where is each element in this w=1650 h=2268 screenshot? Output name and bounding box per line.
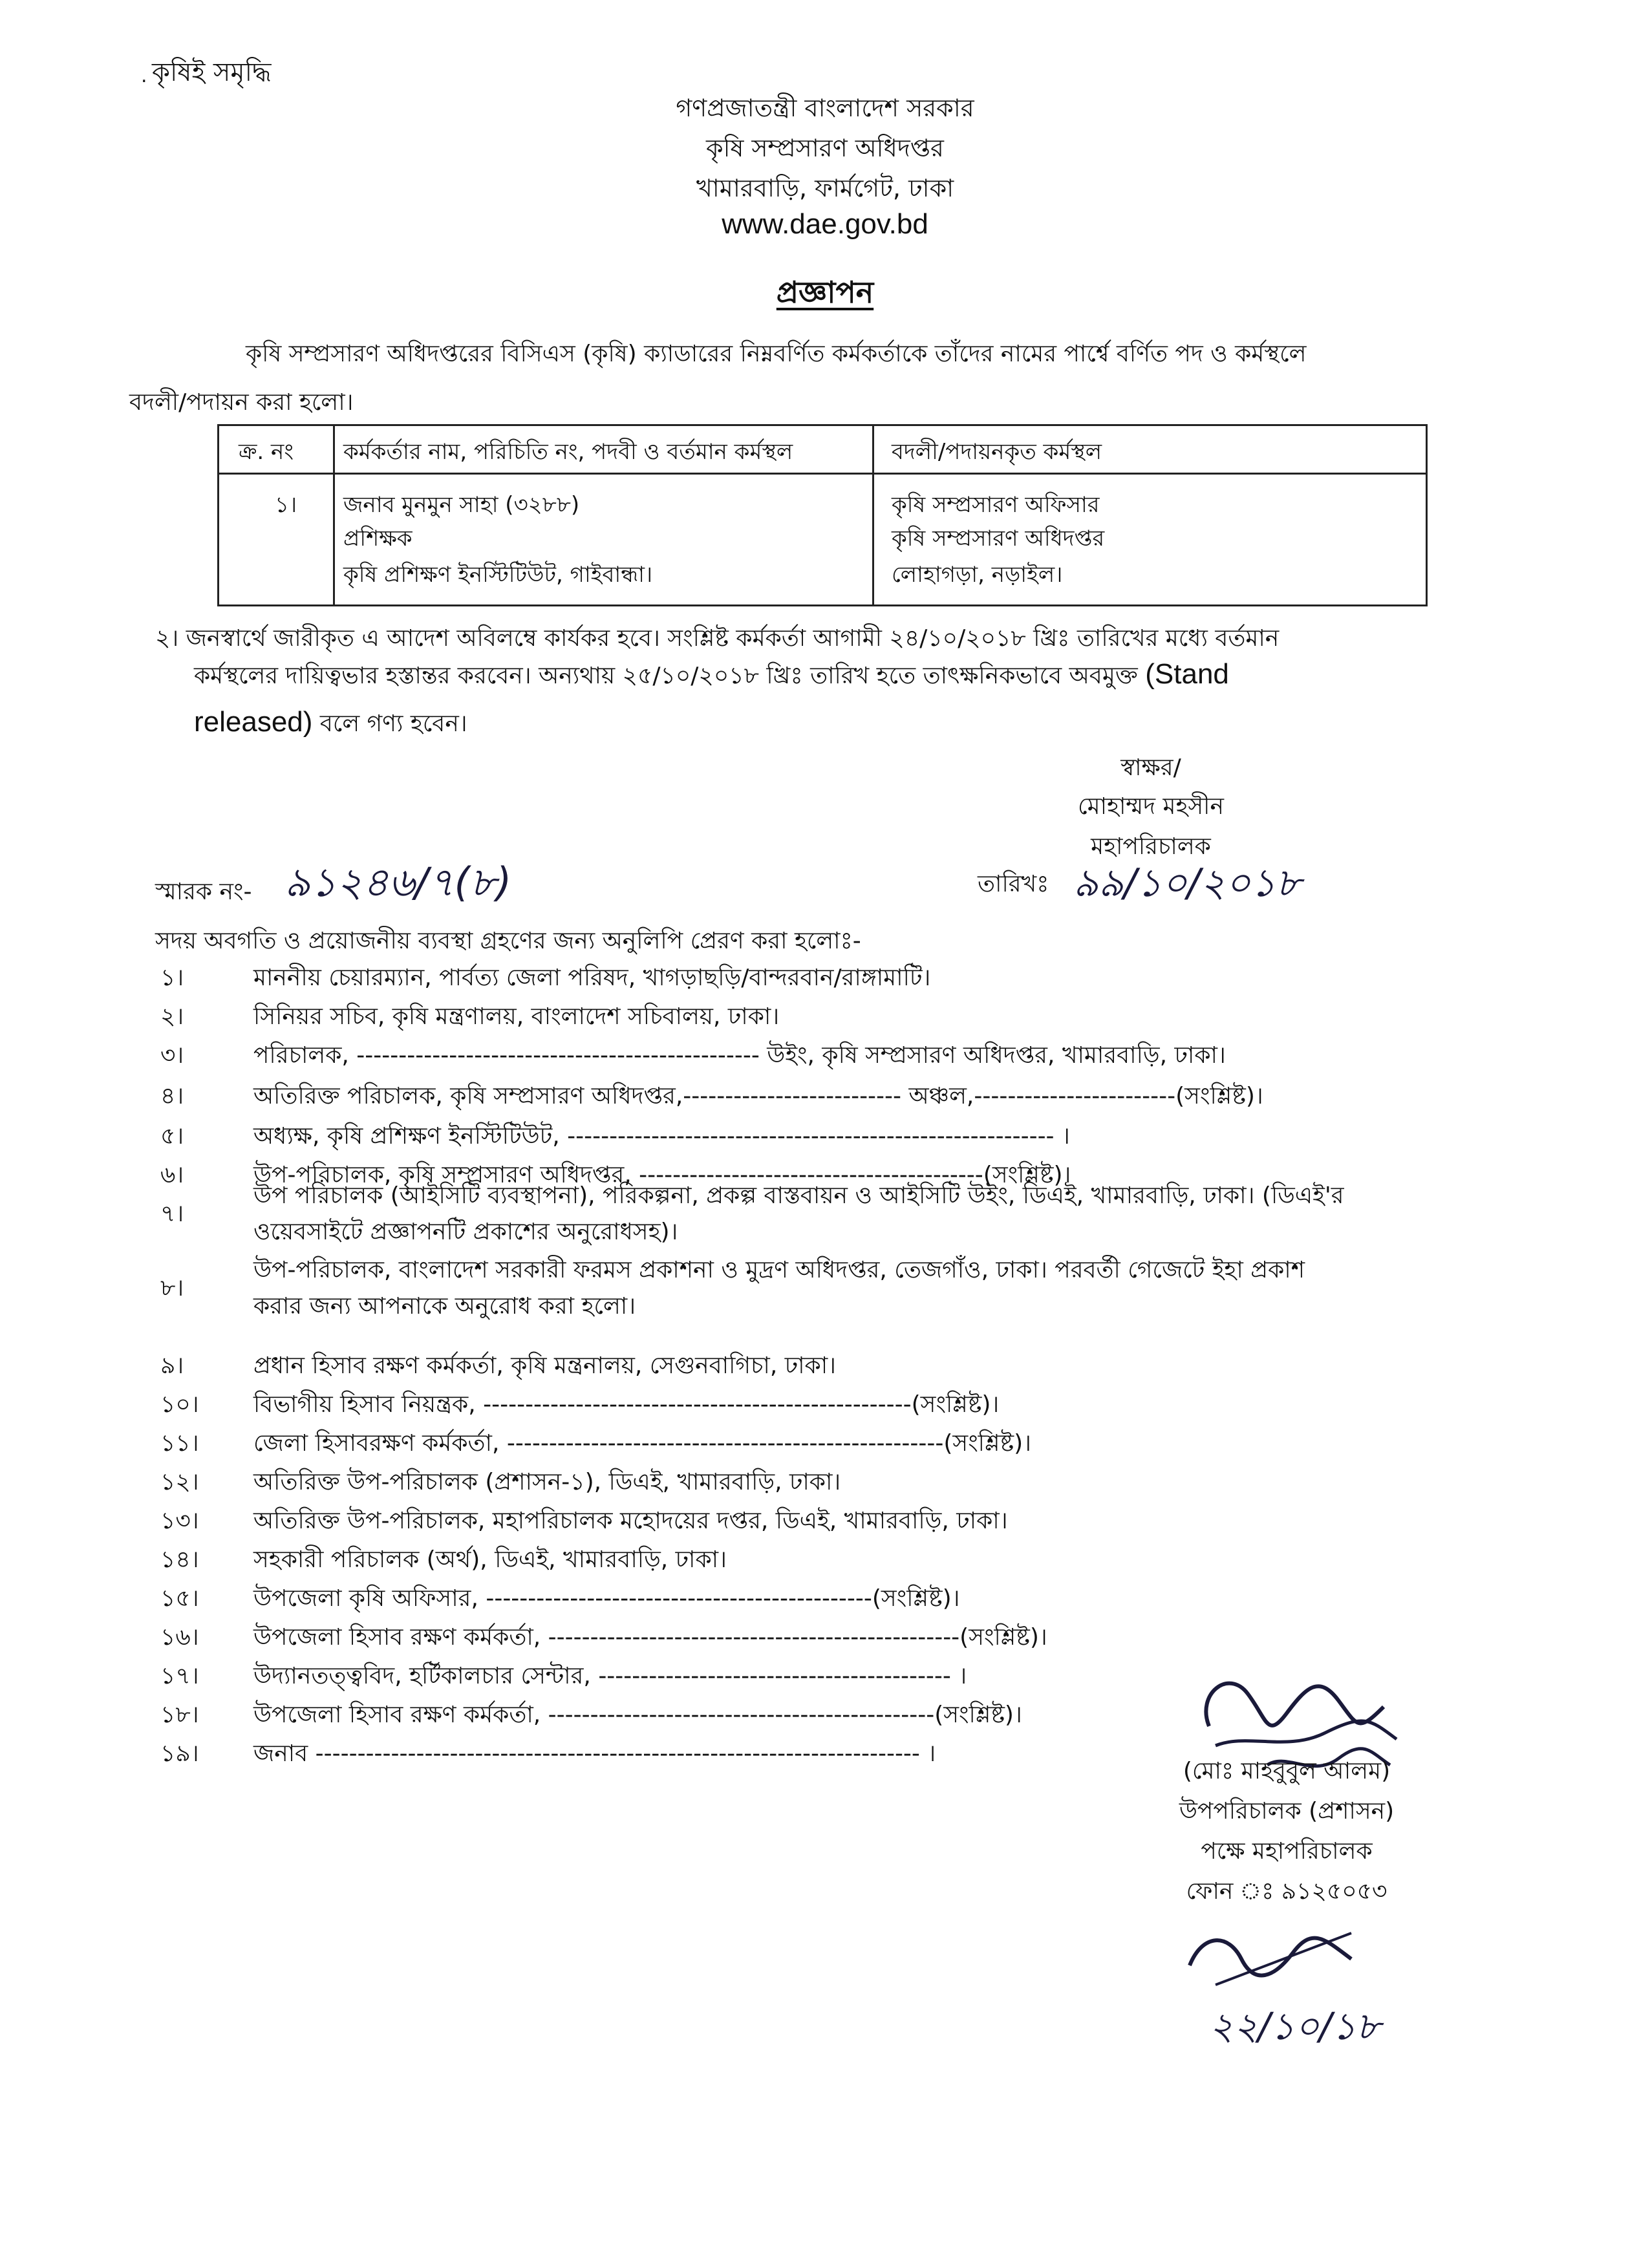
table-cell-officer-designation: প্রশিক্ষক <box>343 526 412 551</box>
list-item: অতিরিক্ত উপ-পরিচালক, মহাপরিচালক মহোদয়ের দপ্তর, ডিএই, খামারবাড়ি, ঢাকা। <box>253 1508 1008 1534</box>
list-item-number: ১৪। <box>160 1546 199 1573</box>
list-item: উপ-পরিচালক, কৃষি সম্প্রসারণ অধিদপ্তর, -----------------------------------------(সংশ্লিষ্ট)। <box>253 1162 1071 1188</box>
list-item-number: ১। <box>160 965 184 991</box>
table-header-serial: ক্র. নং <box>239 439 294 465</box>
list-item-number: ১৬। <box>160 1624 199 1651</box>
handwritten-date-bottom: ২২/১০/১৮ <box>1209 2004 1381 2048</box>
list-item-number: ১৯। <box>160 1740 199 1767</box>
table-cell-posting-office: কৃষি সম্প্রসারণ অধিদপ্তর <box>892 526 1105 551</box>
list-item-continuation: করার জন্য আপনাকে অনুরোধ করা হলো। <box>253 1293 636 1320</box>
order-english-term: (Stand <box>1145 658 1229 690</box>
list-item: অধ্যক্ষ, কৃষি প্রশিক্ষণ ইনস্টিটিউট, ---------------------------------------------------------- । <box>253 1123 1070 1150</box>
list-item: বিভাগীয় হিসাব নিয়ন্ত্রক, ---------------------------------------------------(সংশ্লিষ্ট)। <box>253 1391 1000 1418</box>
list-item-number: ১১। <box>160 1430 199 1457</box>
signatory2-name: (মোঃ মাহবুবুল আলম) <box>1183 1758 1391 1784</box>
list-item: উদ্যানতত্ত্ববিদ, হর্টিকালচার সেন্টার, ------------------------------------------ । <box>253 1663 967 1689</box>
list-item: উপজেলা হিসাব রক্ষণ কর্মকর্তা, -------------------------------------------------(সংশ্লিষ্ট)। <box>253 1624 1047 1651</box>
table-divider <box>219 473 1426 475</box>
list-item-number: ৮। <box>160 1275 184 1301</box>
document-title <box>0 270 1650 319</box>
table-cell-serial: ১। <box>275 492 297 518</box>
signatory2-designation: উপপরিচালক (প্রশাসন) <box>1179 1798 1395 1824</box>
signatory-name: মোহাম্মদ মহসীন <box>1078 793 1224 820</box>
list-item-number: ৭। <box>160 1201 184 1227</box>
transfer-table <box>217 424 1428 606</box>
initials-signature <box>1177 1914 1371 2004</box>
signature-label: স্বাক্ষর/ <box>1120 754 1181 781</box>
list-item: মাননীয় চেয়ারম্যান, পার্বত্য জেলা পরিষদ, খাগড়াছড়ি/বান্দরবান/রাঙ্গামাটি। <box>253 965 931 991</box>
order-paragraph-line3 <box>194 706 467 745</box>
list-item: সহকারী পরিচালক (অর্থ), ডিএই, খামারবাড়ি, ঢাকা। <box>253 1546 727 1573</box>
list-item: জনাব ------------------------------------------------------------------------ । <box>253 1740 936 1767</box>
list-item: অতিরিক্ত উপ-পরিচালক (প্রশাসন-১), ডিএই, খামারবাড়ি, ঢাকা। <box>253 1469 841 1495</box>
table-divider <box>333 426 335 604</box>
motto: কৃষিই সমৃদ্ধি <box>152 58 272 87</box>
order-paragraph-line1: ২। জনস্বার্থে জারীকৃত এ আদেশ অবিলম্বে কার্যকর হবে। সংশ্লিষ্ট কর্মকর্তা আগামী ২৪/১০/২০১৮ খ্রিঃ তারিখের মধ্যে বর্তমান <box>155 625 1280 652</box>
table-cell-officer-workplace: কৃষি প্রশিক্ষণ ইনস্টিটিউট, গাইবান্ধা। <box>343 562 653 588</box>
memo-handwritten-number: ৯১২৪৬/৭(৮) <box>284 859 512 906</box>
table-header-officer: কর্মকর্তার নাম, পরিচিতি নং, পদবী ও বর্তমান কর্মস্থল <box>343 439 793 465</box>
list-item-number: ১৮। <box>160 1702 199 1728</box>
intro-paragraph-line2: বদলী/পদায়ন করা হলো। <box>129 389 354 416</box>
table-divider <box>872 426 874 604</box>
list-item-number: ৯। <box>160 1353 184 1379</box>
list-item-number: ৫। <box>160 1123 184 1150</box>
list-item-continuation: ওয়েবসাইটে প্রজ্ঞাপনটি প্রকাশের অনুরোধসহ)। <box>253 1219 678 1245</box>
table-cell-posting-location: লোহাগড়া, নড়াইল। <box>892 562 1063 588</box>
signatory2-on-behalf: পক্ষে মহাপরিচালক <box>1201 1838 1373 1865</box>
list-item-number: ৬। <box>160 1162 184 1188</box>
list-item-number: ১৭। <box>160 1663 199 1689</box>
header-government: গণপ্রজাতন্ত্রী বাংলাদেশ সরকার <box>676 94 974 122</box>
list-item: উপজেলা হিসাব রক্ষণ কর্মকর্তা, ----------------------------------------------(সংশ্লিষ্ট)। <box>253 1702 1022 1728</box>
title-text: প্রজ্ঞাপন <box>776 275 874 310</box>
order-text: কর্মস্থলের দায়িত্বভার হস্তান্তর করবেন। অন্যথায় ২৫/১০/২০১৮ খ্রিঃ তারিখ হতে তাৎক্ষনিকভাবে অবমুক্ত <box>194 663 1138 689</box>
header-department: কৃষি সম্প্রসারণ অধিদপ্তর <box>706 134 944 162</box>
memo-label: স্মারক নং- <box>155 879 252 905</box>
table-cell-officer-name: জনাব মুনমুন সাহা (৩২৮৮) <box>343 492 580 518</box>
list-item-number: ৪। <box>160 1083 184 1109</box>
list-item-number: ১০। <box>160 1391 199 1418</box>
table-header-posting: বদলী/পদায়নকৃত কর্মস্থল <box>892 439 1102 465</box>
list-item: প্রধান হিসাব রক্ষণ কর্মকর্তা, কৃষি মন্ত্রনালয়, সেগুনবাগিচা, ঢাকা। <box>253 1353 837 1379</box>
list-item-number: ১৫। <box>160 1585 199 1612</box>
list-item: সিনিয়র সচিব, কৃষি মন্ত্রণালয়, বাংলাদেশ সচিবালয়, ঢাকা। <box>253 1003 780 1030</box>
header-address: খামারবাড়ি, ফার্মগেট, ঢাকা <box>696 174 954 202</box>
signatory-designation: মহাপরিচালক <box>1091 833 1211 860</box>
list-item-number: ১৩। <box>160 1508 199 1534</box>
list-item-number: ১২। <box>160 1469 199 1495</box>
memo-handwritten-date: ৯৯/১০/২০১৮ <box>1073 861 1302 906</box>
list-item: অতিরিক্ত পরিচালক, কৃষি সম্প্রসারণ অধিদপ্তর,-------------------------- অঞ্চল,------------------------(সংশ্লিষ্ট)। <box>253 1083 1263 1109</box>
list-item: উপ-পরিচালক, বাংলাদেশ সরকারী ফরমস প্রকাশনা ও মুদ্রণ অধিদপ্তর, তেজগাঁও, ঢাকা। পরবর্তী গেজেটে ইহা প্রকাশ <box>253 1257 1305 1283</box>
intro-paragraph-line1: কৃষি সম্প্রসারণ অধিদপ্তরের বিসিএস (কৃষি) ক্যাডারের নিম্নবর্ণিত কর্মকর্তাকে তাঁদের নামের পার্শ্বে বর্ণিত পদ ও কর্মস্থলে <box>246 341 1307 367</box>
list-item: উপ পরিচালক (আইসিটি ব্যবস্থাপনা), পরিকল্পনা, প্রকল্প বাস্তবায়ন ও আইসিটি উইং, ডিএই, খামারবাড়ি, ঢাকা। (ডিএই'র <box>253 1182 1344 1209</box>
signatory2-phone: ফোন ঃ ৯১২৫০৫৩ <box>1186 1878 1388 1905</box>
table-cell-posting-designation: কৃষি সম্প্রসারণ অফিসার <box>892 492 1100 518</box>
date-label: তারিখঃ <box>978 871 1049 897</box>
list-item-number: ২। <box>160 1003 184 1030</box>
order-paragraph-line2 <box>194 658 1229 697</box>
order-text: বলে গণ্য হবেন। <box>319 711 467 737</box>
order-english-term: released) <box>194 706 313 738</box>
header-website: www.dae.gov.bd <box>722 208 928 240</box>
list-item: উপজেলা কৃষি অফিসার, ----------------------------------------------(সংশ্লিষ্ট)। <box>253 1585 960 1612</box>
list-item-number: ৩। <box>160 1042 184 1069</box>
margin-dot: . <box>141 65 147 87</box>
list-item: জেলা হিসাবরক্ষণ কর্মকর্তা, ----------------------------------------------------(সংশ্লিষ্ট)। <box>253 1430 1031 1457</box>
copy-intro: সদয় অবগতি ও প্রয়োজনীয় ব্যবস্থা গ্রহণের জন্য অনুলিপি প্রেরণ করা হলোঃ- <box>155 928 861 954</box>
list-item: পরিচালক, ------------------------------------------------ উইং, কৃষি সম্প্রসারণ অধিদপ্তর, খামারবাড়ি, ঢাকা। <box>253 1042 1226 1069</box>
